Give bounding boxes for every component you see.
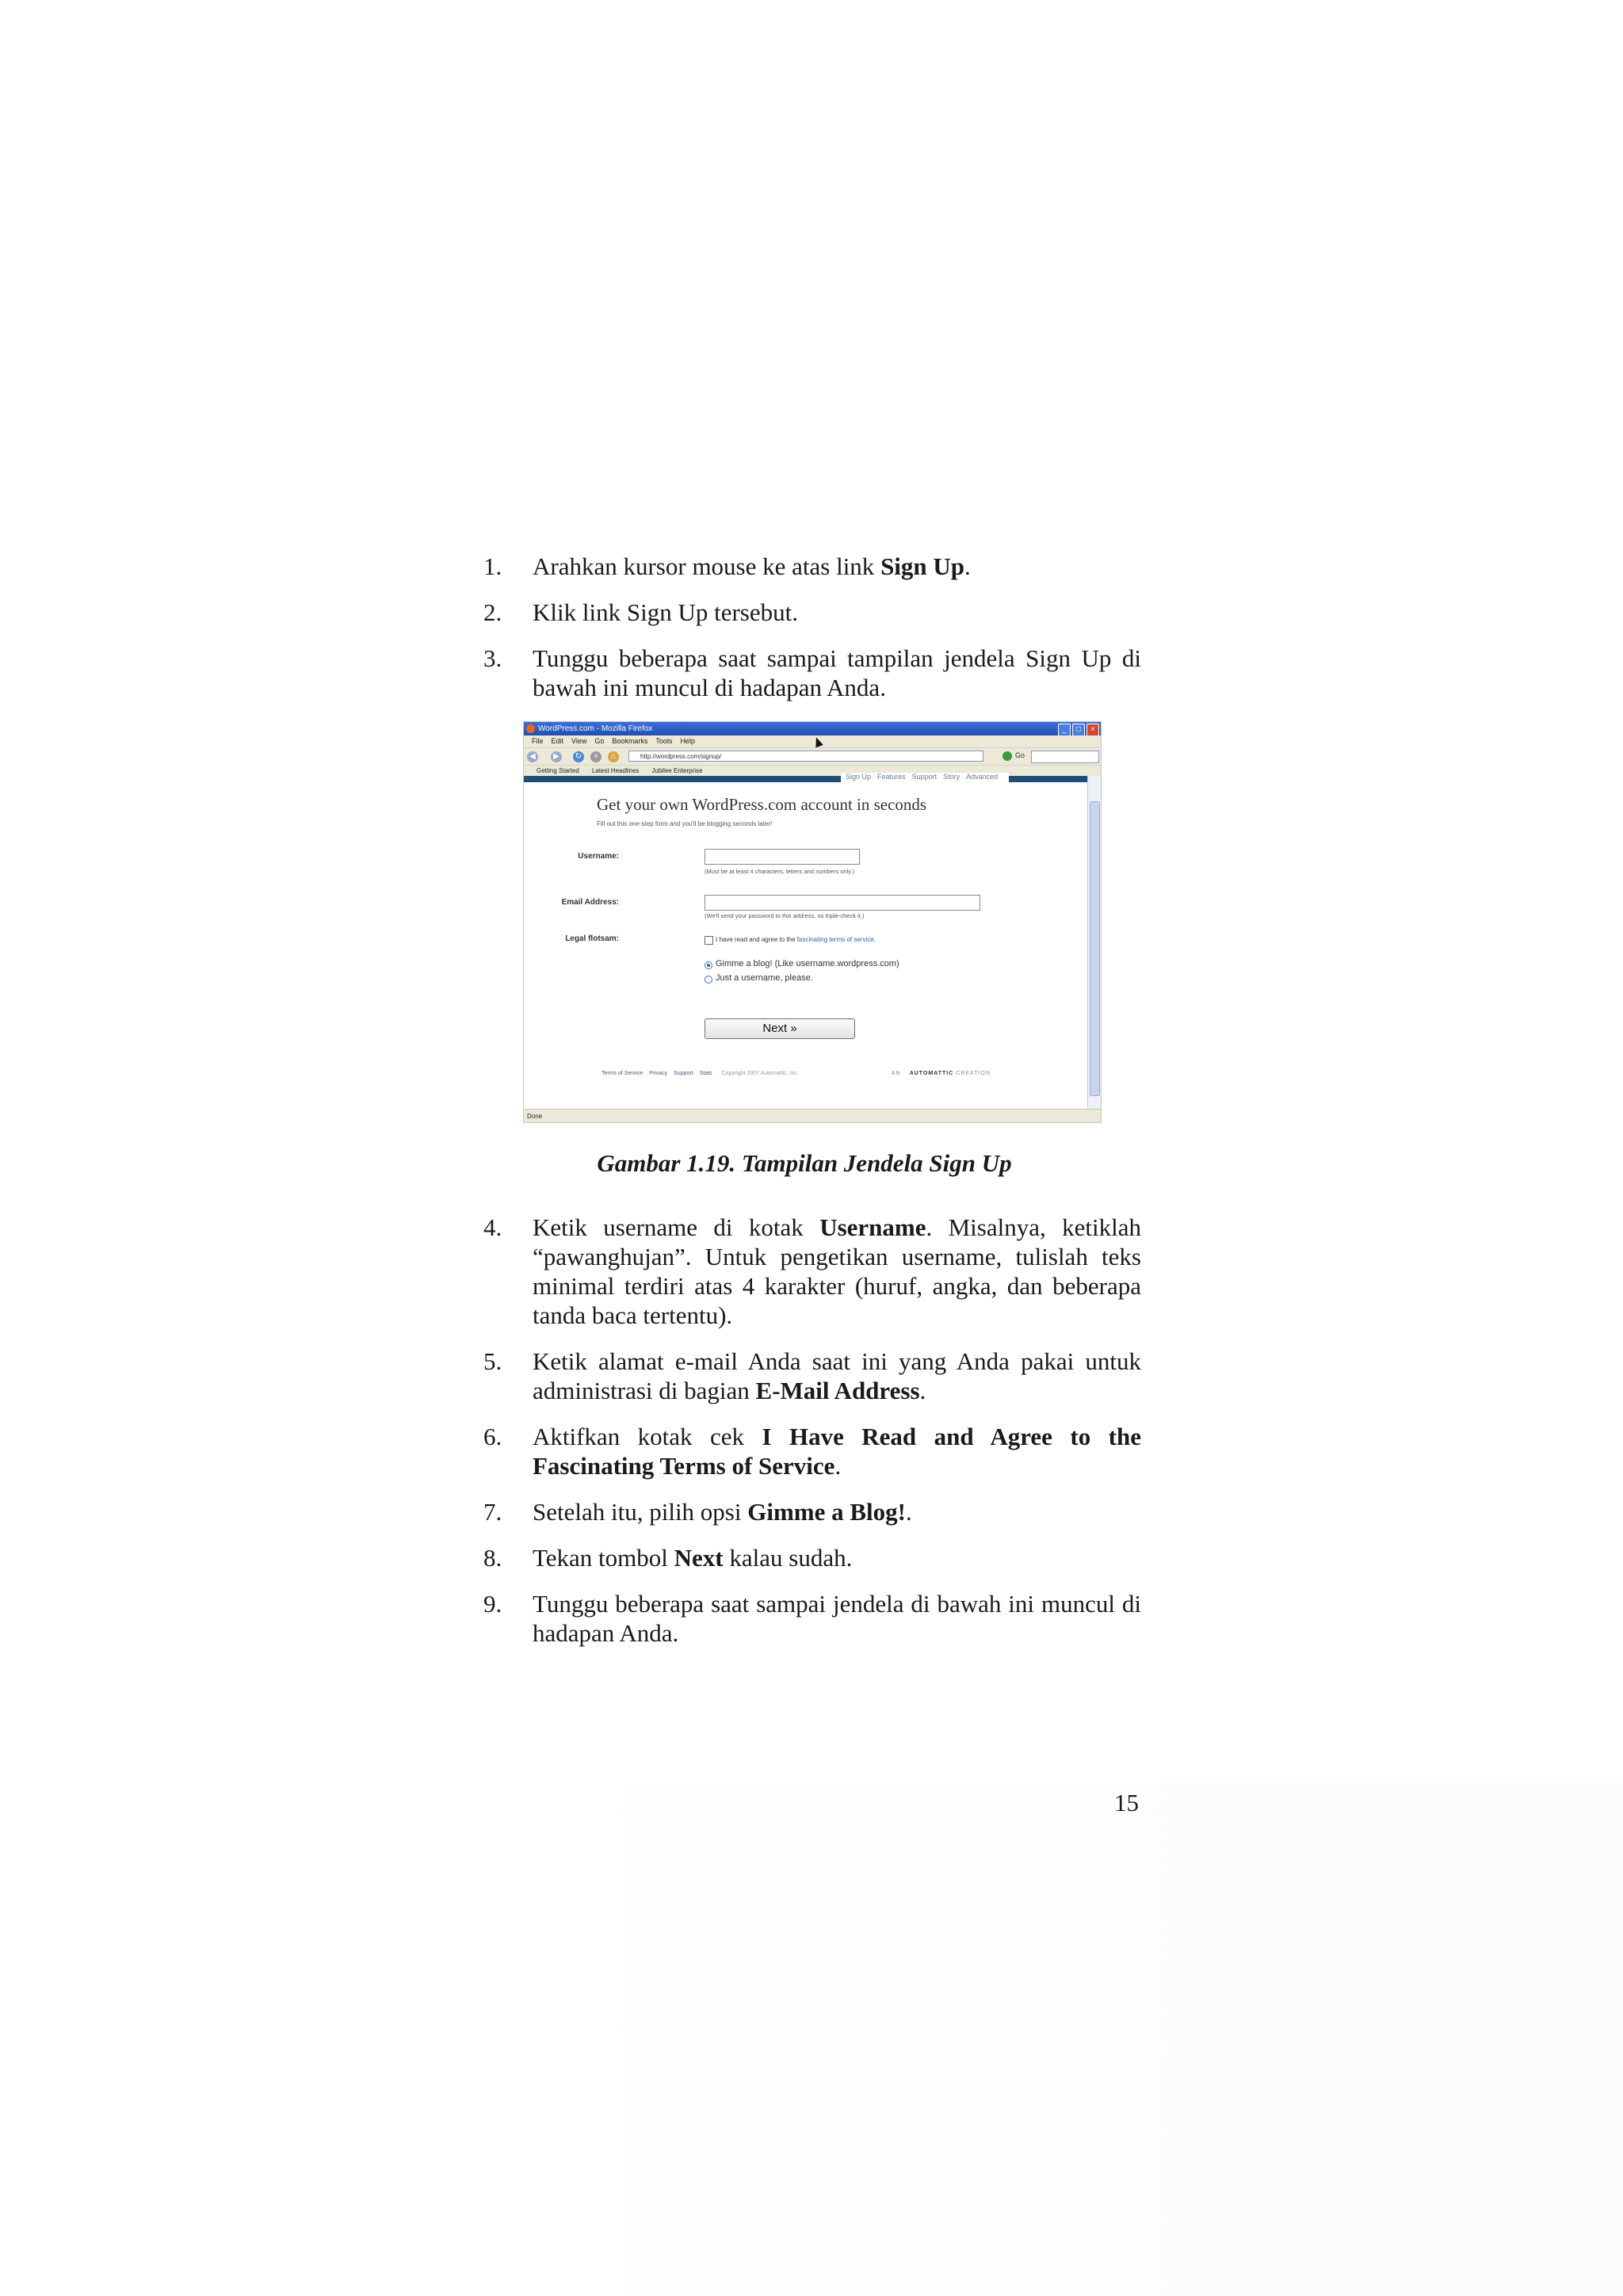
list-item-text: Klik link Sign Up tersebut. [533,598,798,626]
username-field[interactable] [705,849,860,865]
page-shade [523,1783,1623,2296]
bookmark-item[interactable]: Getting Started [537,767,579,774]
automattic-credit-part: AUTOMATTIC [909,1071,954,1076]
automattic-credit [892,1071,997,1076]
username-hint: (Must be at least 4 characters, letters and numbers only.) [705,868,855,875]
list-item-text: kalau sudah. [723,1544,853,1572]
list-item-text: Ketik username di kotak [533,1213,820,1241]
signup-screenshot [523,721,1102,1123]
menu-item[interactable]: View [571,737,587,745]
list-item-text: Arahkan kursor mouse ke atas link [533,552,881,580]
status-text: Done [527,1113,543,1120]
signup-subheading: Fill out this one-step form and you'll be blogging seconds later! [597,820,773,827]
list-item-number: 5. [483,1347,502,1375]
list-item-number: 1. [483,552,502,580]
list-item [475,1347,1141,1405]
top-nav-link[interactable]: Support [911,773,938,781]
username-only-radio[interactable] [705,976,712,984]
close-icon[interactable]: × [1086,724,1099,736]
instruction-list-top [475,552,1141,719]
gimme-blog-radio[interactable] [705,961,712,969]
email-field[interactable] [705,895,980,911]
figure-caption [0,1149,1623,1178]
top-nav [841,773,1009,782]
bookmark-item[interactable]: Jubilee Enterprise [651,767,703,774]
list-item-text: Tunggu beberapa saat sampai tampilan jendela Sign Up di bawah ini muncul di hadapan Anda. [533,644,1141,701]
list-item [475,1422,1141,1480]
instruction-list-bottom [475,1213,1141,1664]
email-label: Email Address: [561,898,619,907]
list-item-number: 4. [483,1213,502,1241]
list-item-text: . [964,552,971,580]
list-item-text: Aktifkan kotak cek [533,1423,762,1450]
list-item-text: . [919,1377,926,1404]
terms-text: I have read and agree to the fascinating terms of service. [716,936,876,943]
go-icon[interactable] [1002,751,1012,761]
copyright-text: Copyright 2007 Automattic, Inc. [721,1071,799,1076]
automattic-credit-part: CREATION [956,1071,991,1076]
firefox-icon [526,724,535,733]
list-item [475,598,1141,627]
list-item-text: Tunggu beberapa saat sampai jendela di bawah ini muncul di hadapan Anda. [533,1590,1141,1647]
scrollbar[interactable] [1087,776,1101,1109]
list-item-number: 2. [483,598,502,626]
list-item [475,1589,1141,1648]
page-number: 15 [1114,1789,1139,1817]
bookmark-item[interactable]: Latest Headlines [591,767,640,774]
list-item-bold-text: Sign Up [880,552,965,580]
list-item-text: Ketik alamat e-mail Anda saat ini yang Anda pakai untuk administrasi di bagian [533,1347,1141,1404]
back-icon[interactable]: ◀ [527,751,538,762]
list-item-text: . Misalnya, ketiklah “pawanghujan”. Untuk pengetikan username, tulislah teks minimal terdiri atas 4 karakter (huruf, angka, dan beberapa tanda baca tertentu). [533,1213,1141,1329]
list-item [475,1543,1141,1572]
minimize-icon[interactable]: _ [1058,724,1071,736]
list-item-number: 8. [483,1544,502,1572]
menu-item[interactable]: Go [594,737,605,745]
footer-link[interactable]: Terms of Service [601,1071,643,1076]
list-item-text: Tekan tombol [533,1544,674,1572]
list-item-number: 9. [483,1590,502,1618]
page-content [524,773,1088,1109]
reload-icon[interactable]: ↻ [573,751,584,762]
footer-link[interactable]: Support [674,1071,693,1076]
email-hint: (We'll send your password to this address, so triple-check it.) [705,912,865,919]
menu-item[interactable]: File [532,737,544,745]
bookmarks-toolbar [524,765,1101,777]
stop-icon[interactable]: × [590,751,601,762]
legal-label: Legal flotsam: [565,934,619,943]
list-item-bold-text: Username [819,1213,926,1241]
terms-checkbox[interactable] [705,936,713,945]
footer-link[interactable]: Stats [699,1071,712,1076]
list-item-text: . [906,1498,912,1526]
forward-icon[interactable]: ▶ [551,751,562,762]
search-input[interactable] [1031,751,1099,763]
top-nav-link[interactable]: Advanced [966,773,999,781]
list-item [475,552,1141,581]
status-bar [524,1109,1101,1123]
menu-bar [524,735,1101,747]
caption-text: Gambar 1.19. Tampilan Jendela Sign Up [597,1149,1012,1177]
automattic-credit-part: AN [892,1071,901,1076]
list-item-text: Setelah itu, pilih opsi [533,1498,748,1526]
menu-item[interactable]: Edit [551,737,564,745]
footer-link[interactable]: Privacy [649,1071,668,1076]
window-titlebar [524,722,1101,735]
list-item-number: 7. [483,1498,502,1526]
list-item-bold-text: E-Mail Address [755,1377,920,1404]
home-icon[interactable]: ⌂ [608,751,619,762]
maximize-icon[interactable]: □ [1072,724,1085,736]
list-item-bold-text: Gimme a Blog! [747,1498,906,1526]
navigation-toolbar [524,747,1101,766]
url-bar[interactable]: http://wordpress.com/signup/ [628,751,983,762]
next-button[interactable]: Next » [705,1018,855,1039]
list-item [475,644,1141,702]
list-item-number: 3. [483,644,502,672]
scroll-thumb[interactable] [1090,801,1100,1096]
go-label[interactable]: Go [1015,751,1025,759]
list-item-text: . [834,1452,842,1480]
list-item-number: 6. [483,1423,502,1450]
gimme-blog-label: Gimme a blog! (Like username.wordpress.com) [716,959,899,968]
top-nav-link[interactable]: Features [877,773,906,781]
page-footer [601,1071,991,1076]
list-item-bold-text: I Have Read and Agree to the Fascinating Terms of Service [533,1423,1141,1480]
list-item [475,1497,1141,1526]
username-only-label: Just a username, please. [716,973,813,983]
list-item [475,1213,1141,1330]
window-title: WordPress.com - Mozilla Firefox [538,724,653,733]
signup-heading: Get your own WordPress.com account in seconds [597,795,927,814]
top-nav-link[interactable]: Sign Up [846,773,872,781]
terms-link[interactable]: fascinating terms of service. [796,936,876,943]
top-nav-link[interactable]: Story [943,773,960,781]
menu-item[interactable]: Tools [655,737,673,745]
list-item-bold-text: Next [674,1544,724,1572]
menu-item[interactable]: Bookmarks [612,737,648,745]
menu-item[interactable]: Help [680,737,695,745]
username-label: Username: [578,852,619,861]
